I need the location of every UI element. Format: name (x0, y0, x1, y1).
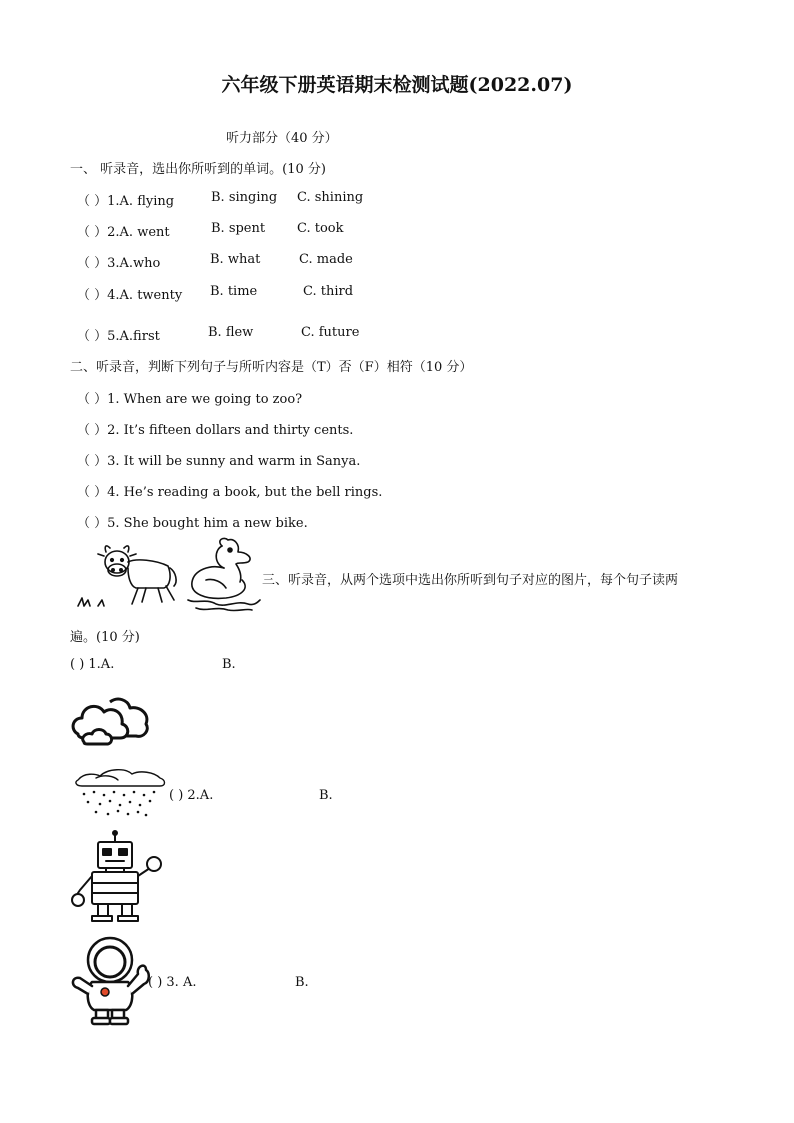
s3-item-3 (148, 975, 309, 990)
s1-item-4-b: B. time (210, 284, 258, 299)
s3-item-2-a: ( ) 2.A. (169, 788, 214, 803)
s1-item-3-c: C. made (299, 252, 353, 267)
duck-icon (186, 534, 264, 614)
s3-item-1-b: B. (222, 657, 236, 672)
section1-heading: 一、 听录音，选出你所听到的单词。(10 分) (70, 162, 326, 177)
s1-item-4 (77, 284, 354, 303)
s2-item-5: （ ）5. She bought him a new bike. (77, 516, 308, 531)
s1-item-1-a: （ ）1.A. flying (77, 194, 175, 209)
s3-item-1-a: ( ) 1.A. (70, 657, 115, 672)
s1-item-1 (77, 190, 364, 209)
s1-item-3-b: B. what (210, 252, 261, 267)
s3-item-1 (70, 657, 236, 672)
page-title: 六年级下册英语期末检测试题(2022.07) (221, 74, 573, 96)
s1-item-4-a: （ ）4.A. twenty (77, 288, 183, 303)
rain-cloud-icon (74, 768, 168, 820)
astronaut-icon (70, 936, 152, 1026)
section2-heading: 二、听录音，判断下列句子与所听内容是（T）否（F）相符（10 分） (70, 360, 473, 375)
s2-item-2: （ ）2. It’s fifteen dollars and thirty cents. (77, 423, 354, 438)
s1-item-2-c: C. took (297, 221, 344, 236)
s2-item-1: （ ）1. When are we going to zoo? (77, 392, 303, 407)
s3-item-2-b: B. (319, 788, 333, 803)
s1-item-1-b: B. singing (211, 190, 278, 205)
section3-heading-line2: 遍。(10 分) (70, 630, 140, 645)
cow-icon (76, 542, 180, 612)
robot-icon (70, 830, 162, 924)
s1-item-5 (77, 325, 360, 344)
s1-item-5-b: B. flew (208, 325, 254, 340)
s1-item-2-b: B. spent (211, 221, 266, 236)
s3-item-2 (169, 788, 333, 803)
listening-header: 听力部分（40 分） (226, 131, 338, 146)
s3-item-3-b: B. (295, 975, 309, 990)
section3-heading-line1: 三、听录音，从两个选项中选出你所听到句子对应的图片，每个句子读两 (262, 573, 679, 588)
s1-item-1-c: C. shining (297, 190, 364, 205)
s1-item-2-a: （ ）2.A. went (77, 225, 170, 240)
s1-item-4-c: C. third (303, 284, 354, 299)
s1-item-2 (77, 221, 344, 240)
cloud-icon (70, 694, 152, 750)
s1-item-3-a: （ ）3.A.who (77, 256, 161, 271)
s1-item-5-c: C. future (301, 325, 360, 340)
s3-item-3-a: ( ) 3. A. (148, 975, 197, 990)
s1-item-3 (77, 252, 353, 271)
s2-item-3: （ ）3. It will be sunny and warm in Sanya. (77, 454, 361, 469)
s1-item-5-a: （ ）5.A.first (77, 329, 160, 344)
s2-item-4: （ ）4. He’s reading a book, but the bell rings. (77, 485, 383, 500)
